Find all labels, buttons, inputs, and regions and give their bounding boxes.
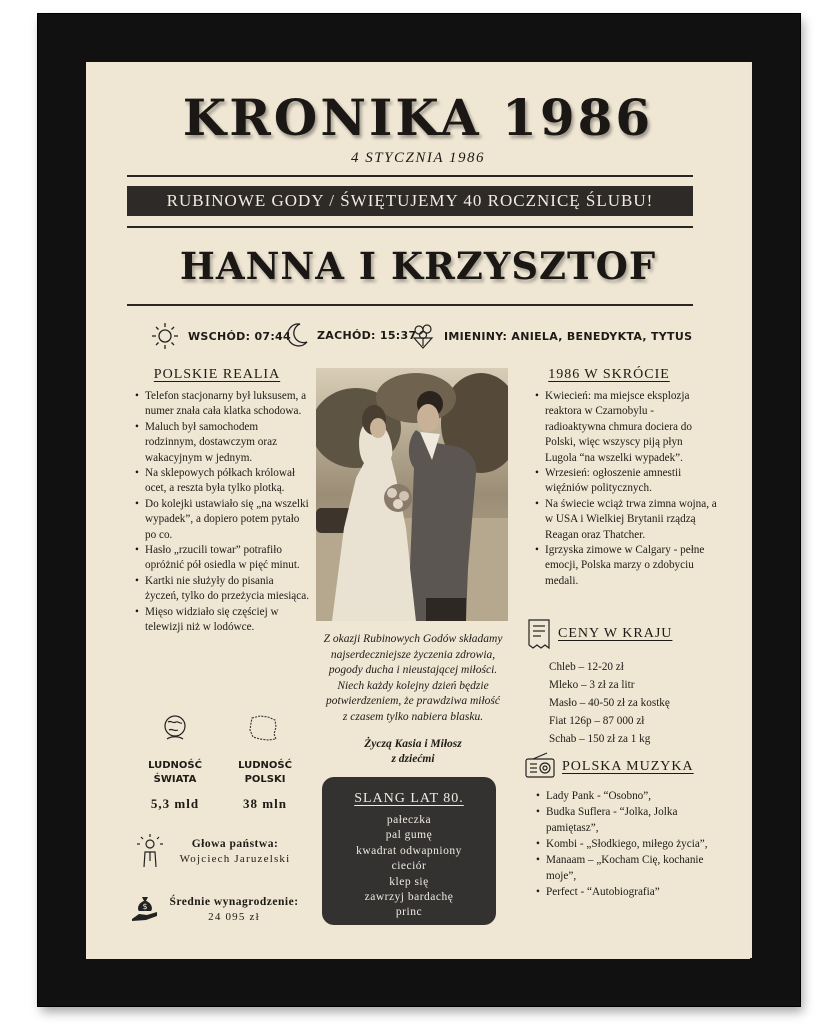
- svg-text:$: $: [142, 902, 148, 911]
- polskie-realia-list: [133, 389, 309, 636]
- poland-population-label-line2: POLSKI: [244, 774, 286, 785]
- wishes-line: Z okazji Rubinowych Godów składamy: [323, 633, 503, 645]
- wishes-line: najserdeczniejsze życzenia zdrowia,: [330, 648, 496, 661]
- list-item: • Kartki nie służyły do pisania życzeń, tylko do przeżycia miesiąca.: [145, 574, 309, 605]
- poland-population-label: [220, 759, 310, 787]
- slang-item: pałeczka: [386, 814, 432, 826]
- wedding-photo: [316, 368, 508, 621]
- poland-map-icon: [246, 712, 280, 744]
- list-item: • Kwiecień: ma miejsce eksplozja reaktora w Czarnobylu - radioaktywna chmura dociera do Polski, więc wszyscy piją płyn Lugola “na wszelki wypadek”.: [545, 389, 717, 466]
- list-item: • Na świecie wciąż trwa zimna wojna, a w USA i Wielkiej Brytanii rządzą Reagan oraz Thatcher.: [545, 497, 717, 543]
- slang-item: cieciór: [391, 860, 427, 873]
- nameday-text: IMIENINY: ANIELA, BENEDYKTA, TYTUS: [444, 329, 693, 343]
- radio-icon: [525, 752, 555, 778]
- list-item: • Manaam – „Kocham Cię, kochanie moje”,: [546, 852, 714, 884]
- slang-item: klep się: [389, 875, 429, 888]
- list-item: • Mięso widziało się częściej w telewizji niż w lodówce.: [145, 605, 309, 636]
- skrocie-heading: 1986 W SKRÓCIE: [548, 367, 670, 382]
- ceny-heading: CENY W KRAJU: [558, 626, 673, 641]
- muzyka-list: [534, 788, 714, 900]
- page-title: KRONIKA 1986: [182, 88, 654, 147]
- list-item: • Wrzesień: ogłoszenie amnestii więźniów politycznych.: [545, 466, 717, 497]
- world-population-label-line2: ŚWIATA: [153, 774, 197, 785]
- nameday-info: [410, 322, 692, 350]
- slang-item: kwadrat odwapniony: [356, 844, 462, 857]
- list-item: • Kombi - „Słodkiego, miłego życia”,: [546, 836, 714, 852]
- head-of-state-value: Wojciech Jaruzelski: [179, 853, 291, 865]
- list-item: • Do kolejki ustawiało się „na wszelki wypadek”, a dopiero potem pytało po co.: [145, 497, 309, 543]
- sun-icon: [150, 322, 180, 350]
- muzyka-heading: POLSKA MUZYKA: [562, 759, 694, 774]
- wishes-line: potwierdzeniem, że prawdziwa miłość: [326, 695, 500, 707]
- world-population-label: [130, 759, 220, 787]
- wishes-text: [300, 632, 526, 725]
- slang-item: princ: [395, 906, 423, 919]
- list-item: • Hasło „rzucili towar” potrafiło opróżnić pół osiedla w pięć minut.: [145, 543, 309, 574]
- flowers-icon: [410, 322, 436, 350]
- sunrise-text: WSCHÓD: 07:44: [188, 329, 291, 343]
- world-population-label-line1: LUDNOŚĆ: [148, 760, 202, 771]
- sunrise-info: [150, 322, 291, 350]
- salary-value: 24 095 zł: [208, 911, 260, 923]
- head-of-state-label: Głowa państwa:: [191, 838, 279, 850]
- wishes-line: pogody ducha i nieustającej miłości.: [328, 664, 498, 676]
- slang-list: [322, 813, 496, 921]
- divider: [127, 304, 693, 306]
- slang-heading: SLANG LAT 80.: [354, 791, 464, 806]
- issue-date: 4 STYCZNIA 1986: [351, 150, 485, 166]
- price-item: Fiat 126p – 87 000 zł: [549, 715, 645, 727]
- wishes-line: Niech każdy kolejny dzień będzie: [337, 679, 489, 692]
- price-item: Schab – 150 zł za 1 kg: [549, 733, 651, 745]
- price-item: Mleko – 3 zł za litr: [549, 679, 635, 691]
- moon-icon: [285, 322, 309, 348]
- couple-names: HANNA I KRZYSZTOF: [179, 244, 657, 288]
- list-item: • Lady Pank - “Osobno”,: [546, 788, 714, 804]
- signature-line-2: z dziećmi: [391, 753, 435, 765]
- signature: [300, 737, 526, 767]
- sunset-text: ZACHÓD: 15:37: [317, 328, 417, 342]
- list-item: • Telefon stacjonarny był luksusem, a numer znała cała klatka schodowa.: [145, 389, 309, 420]
- globe-icon: [159, 712, 191, 744]
- wishes-line: z czasem tylko nabiera blasku.: [342, 710, 484, 723]
- list-item: • Perfect - “Autobiografia”: [546, 884, 714, 900]
- money-bag-icon: [131, 892, 159, 922]
- slang-item: pal gumę: [385, 829, 433, 842]
- sunset-info: [285, 322, 416, 348]
- slang-item: zawrzyj bardachę: [364, 891, 454, 904]
- slang-box: [322, 777, 496, 925]
- anniversary-banner: RUBINOWE GODY / ŚWIĘTUJEMY 40 ROCZNICĘ ŚLUBU!: [127, 186, 693, 216]
- divider: [127, 175, 693, 177]
- polskie-realia-heading: POLSKIE REALIA: [153, 367, 281, 382]
- world-population-value: 5,3 mld: [150, 796, 200, 811]
- prices-list: [549, 658, 670, 748]
- list-item: • Na sklepowych półkach królował ocet, a reszta była tylko plotką.: [145, 466, 309, 497]
- price-item: Chleb – 12-20 zł: [549, 661, 624, 673]
- poland-population-label-line1: LUDNOŚĆ: [238, 760, 292, 771]
- list-item: • Budka Suflera - “Jolka, Jolka pamiętasz”,: [546, 804, 714, 836]
- wedding-couple-illustration: [316, 368, 508, 621]
- price-item: Masło – 40-50 zł za kostkę: [549, 697, 670, 709]
- poland-population-value: 38 mln: [243, 796, 287, 811]
- list-item: • Igrzyska zimowe w Calgary - pełne emocji, Polska marzy o zdobyciu medali.: [545, 543, 717, 589]
- skrocie-list: [533, 389, 717, 589]
- salary-label: Średnie wynagrodzenie:: [169, 896, 299, 908]
- divider: [127, 226, 693, 228]
- receipt-icon: [525, 618, 553, 650]
- signature-line-1: Życzą Kasia i Miłosz: [364, 738, 462, 750]
- list-item: • Maluch był samochodem rodzinnym, dostawczym oraz wakacyjnym w jednym.: [145, 420, 309, 466]
- person-icon: [133, 833, 167, 869]
